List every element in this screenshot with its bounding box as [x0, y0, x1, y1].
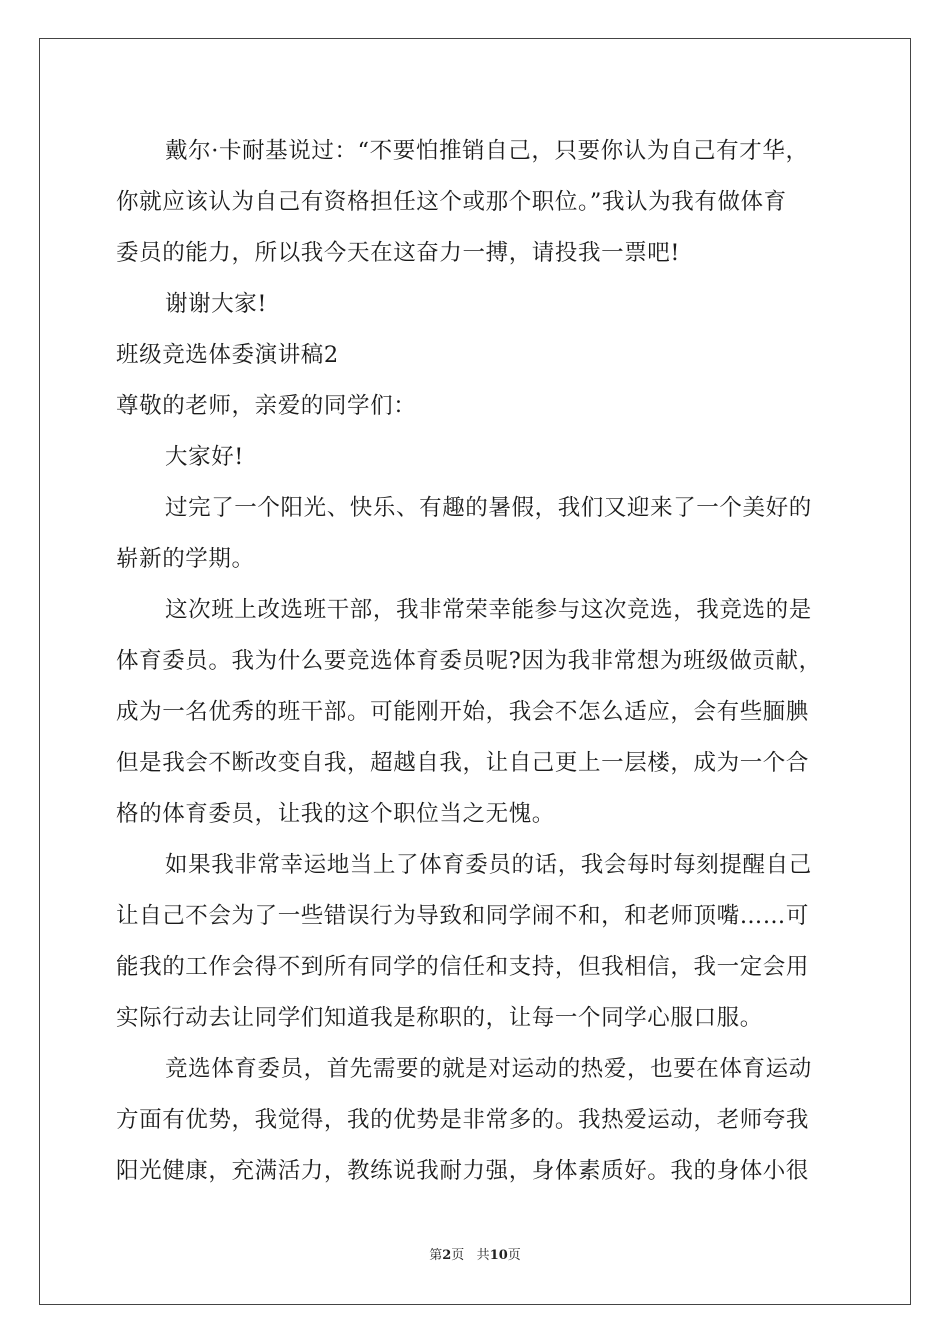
text-line: 谢谢大家!	[165, 291, 268, 317]
text-line: 你就应该认为自己有资格担任这个或那个职位。”我认为我有做体育	[116, 189, 787, 215]
text-line: 方面有优势，我觉得，我的优势是非常多的。我热爱运动，老师夸我	[116, 1107, 810, 1133]
greeting: 大家好!	[165, 444, 244, 470]
total-pages: 10	[489, 1248, 508, 1263]
text-line: 让自己不会为了一些错误行为导致和同学闹不和，和老师顶嘴……可	[116, 903, 810, 929]
text-line: 实际行动去让同学们知道我是称职的，让每一个同学心服口服。	[116, 1005, 763, 1031]
text-line: 成为一名优秀的班干部。可能刚开始，我会不怎么适应，会有些腼腆	[116, 699, 810, 725]
text-line: 这次班上改选班干部，我非常荣幸能参与这次竞选，我竞选的是	[165, 597, 812, 623]
text-line: 委员的能力，所以我今天在这奋力一搏，请投我一票吧!	[116, 240, 681, 266]
text-line: 体育委员。我为什么要竞选体育委员呢?因为我非常想为班级做贡献，	[116, 648, 822, 674]
text-line: 竞选体育委员，首先需要的就是对运动的热爱，也要在体育运动	[165, 1056, 812, 1082]
text-line: 格的体育委员，让我的这个职位当之无愧。	[116, 801, 555, 827]
total-prefix: 共	[476, 1248, 490, 1263]
text-line: 阳光健康，充满活力，教练说我耐力强，身体素质好。我的身体小很	[116, 1158, 810, 1184]
document-body	[116, 126, 836, 1197]
text-line: 但是我会不断改变自我，超越自我，让自己更上一层楼，成为一个合	[116, 750, 810, 776]
page-footer	[0, 1244, 950, 1263]
page-suffix: 页	[451, 1248, 465, 1263]
text-line: 崭新的学期。	[116, 546, 255, 572]
page-prefix: 第	[429, 1248, 443, 1263]
page-number: 2	[442, 1248, 452, 1263]
text-line: 如果我非常幸运地当上了体育委员的话，我会每时每刻提醒自己	[165, 852, 812, 878]
section-title: 班级竞选体委演讲稿2	[116, 342, 339, 368]
text-line: 能我的工作会得不到所有同学的信任和支持，但我相信，我一定会用	[116, 954, 810, 980]
text-line: 过完了一个阳光、快乐、有趣的暑假，我们又迎来了一个美好的	[165, 495, 812, 521]
total-suffix: 页	[507, 1248, 521, 1263]
text-line: 戴尔·卡耐基说过：“不要怕推销自己，只要你认为自己有才华，	[165, 138, 809, 164]
salutation: 尊敬的老师，亲爱的同学们：	[116, 393, 417, 419]
